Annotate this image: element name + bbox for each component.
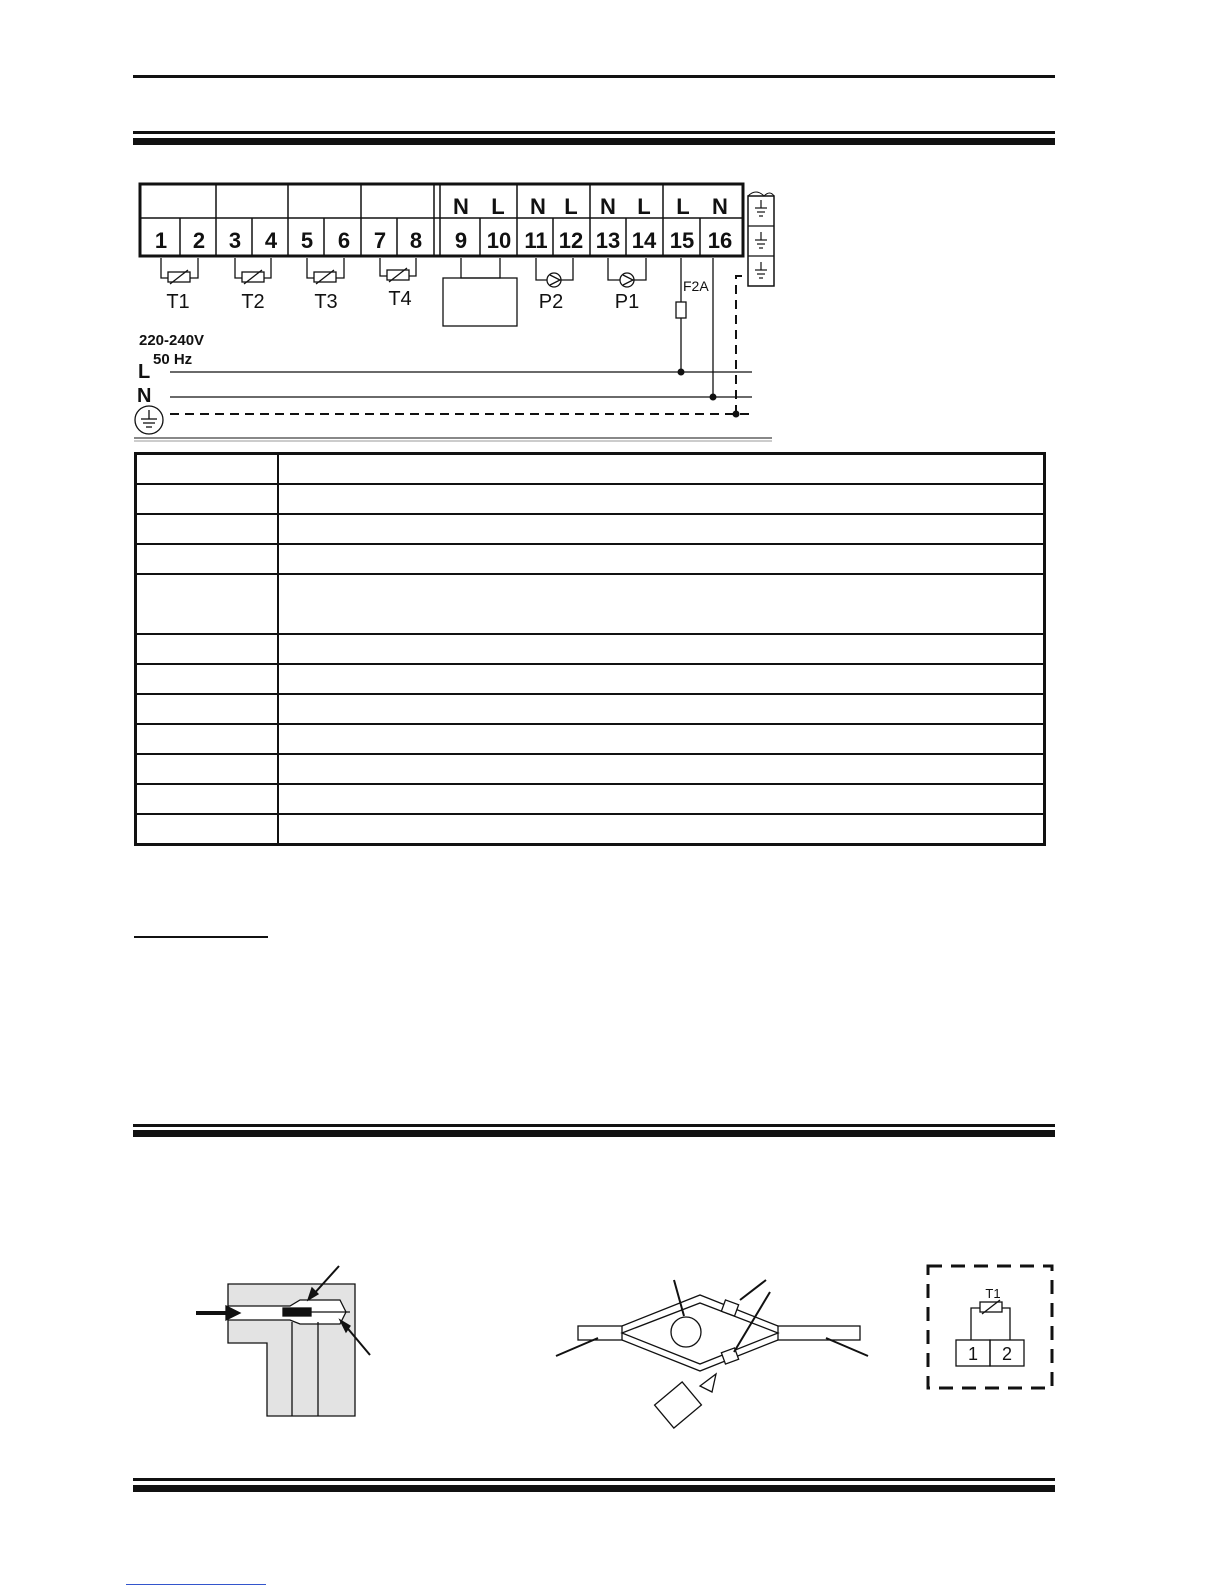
footer-rule-thin	[133, 1478, 1055, 1481]
section-rule-mid-thick	[133, 1130, 1055, 1137]
fuse-label: F2A	[683, 278, 709, 294]
footer-rule-thick	[133, 1485, 1055, 1492]
sensor-installation-illustrations	[0, 1240, 1224, 1450]
table-row	[136, 454, 1045, 485]
terminal-number: 1	[154, 228, 168, 253]
terminal-number: 5	[300, 228, 314, 253]
terminal-number: 3	[228, 228, 242, 253]
pipe-sensor-illustration	[578, 1295, 860, 1428]
terminal-top-label: N	[600, 194, 616, 219]
sensor-label-t4: T4	[388, 288, 412, 310]
terminal-number: 6	[337, 228, 351, 253]
sensor-label-t1: T1	[166, 291, 190, 313]
earth-icon	[135, 406, 163, 434]
terminal-top-label: L	[564, 194, 578, 219]
wiring-diagram	[0, 0, 1224, 450]
table-row	[136, 754, 1045, 784]
terminal-number: 16	[707, 228, 733, 253]
terminal-number: 2	[192, 228, 206, 253]
detail-terminal-1: 1	[967, 1344, 979, 1364]
detail-terminal-2: 2	[1001, 1344, 1013, 1364]
terminal-number: 9	[454, 228, 468, 253]
terminal-top-label: L	[676, 194, 690, 219]
table-row	[136, 544, 1045, 574]
detail-sensor-label: T1	[985, 1286, 1001, 1301]
table-row	[136, 664, 1045, 694]
supply-frequency: 50 Hz	[153, 351, 193, 368]
neutral-label: N	[137, 385, 152, 407]
table-row	[136, 694, 1045, 724]
table-row	[136, 634, 1045, 664]
table-row	[136, 814, 1045, 845]
supply-voltage: 220-240V	[139, 332, 205, 349]
terminal-number: 10	[486, 228, 512, 253]
line-label: L	[138, 361, 151, 383]
terminal-top-label: N	[530, 194, 546, 219]
terminal-top-label: L	[491, 194, 505, 219]
ground-terminal-strip	[748, 192, 774, 286]
table-row	[136, 784, 1045, 814]
pump-label-p2: P2	[538, 291, 564, 313]
note-underline	[134, 936, 268, 938]
terminal-number: 14	[631, 228, 657, 253]
terminal-number: 11	[524, 228, 548, 253]
fuse-symbol	[676, 302, 686, 318]
sensor-fitting-illustration	[196, 1266, 370, 1416]
sensor-label-t2: T2	[241, 291, 265, 313]
terminal-number: 8	[409, 228, 423, 253]
terminal-top-label: L	[637, 194, 651, 219]
terminal-top-label: N	[453, 194, 469, 219]
terminal-number: 4	[264, 228, 278, 253]
terminal-number: 12	[558, 228, 584, 253]
section-rule-mid-thin	[133, 1124, 1055, 1127]
terminal-top-label: N	[712, 194, 728, 219]
table-row	[136, 724, 1045, 754]
table-row	[136, 514, 1045, 544]
terminal-number: 7	[373, 228, 387, 253]
wiring-description-table	[134, 452, 1046, 846]
pump-label-p1: P1	[614, 291, 640, 313]
terminal-number: 15	[669, 228, 695, 253]
sensor-label-t3: T3	[314, 291, 338, 313]
terminal-number: 13	[595, 228, 621, 253]
table-row	[136, 484, 1045, 514]
t1-connection-detail	[928, 1266, 1052, 1388]
table-row	[136, 574, 1045, 634]
load-box	[443, 278, 517, 326]
